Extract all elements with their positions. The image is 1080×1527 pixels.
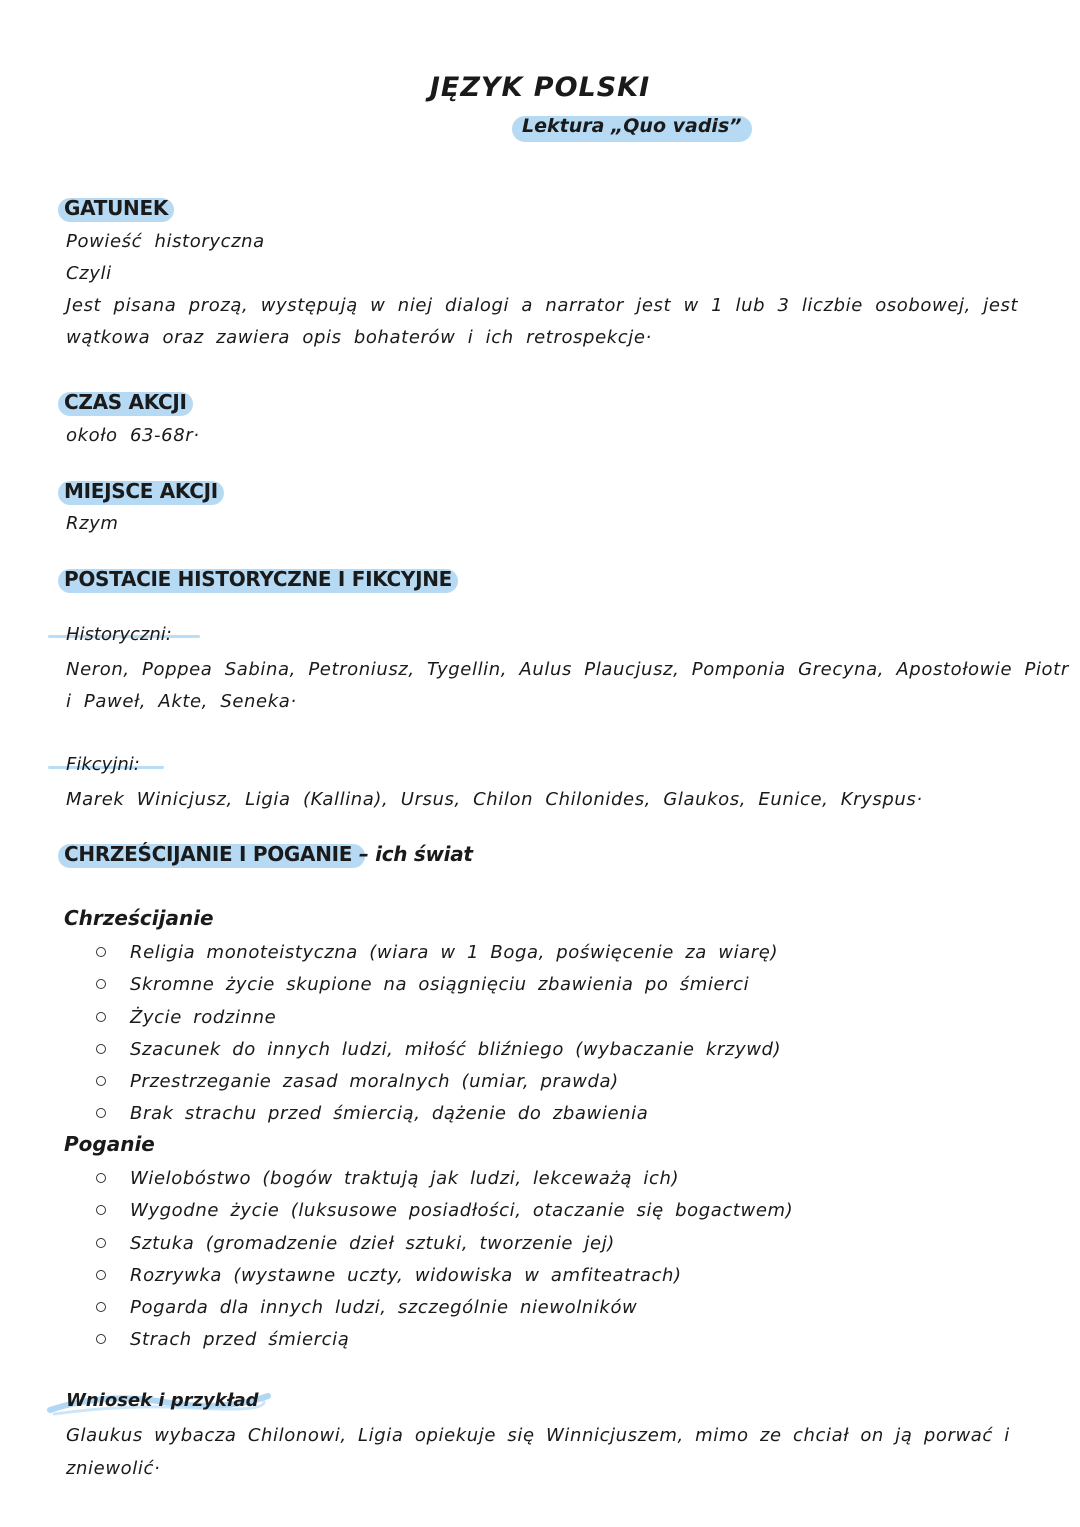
subtitle: Lektura „Quo vadis” xyxy=(522,115,742,137)
list-item: Przestrzeganie zasad moralnych (umiar, prawda) xyxy=(96,1066,781,1098)
genre-line-4: wątkowa oraz zawiera opis bohaterów i ich retrospekcje· xyxy=(66,327,652,348)
place-heading: MIEJSCE AKCJI xyxy=(64,479,218,503)
worlds-heading-suffix: – ich świat xyxy=(358,842,473,866)
christians-label: Chrześcijanie xyxy=(64,906,214,930)
bullet-circle-icon xyxy=(96,1334,106,1344)
fictional-label: Fikcyjni: xyxy=(66,754,140,775)
historical-line-1: Neron, Poppea Sabina, Petroniusz, Tygellin, Aulus Plaucjusz, Pomponia Grecyna, Apostołowie Piotr xyxy=(66,659,1069,680)
genre-line-1: Powieść historyczna xyxy=(66,231,265,252)
bullet-circle-icon xyxy=(96,979,106,989)
genre-line-3: Jest pisana prozą, występują w niej dialogi a narrator jest w 1 lub 3 liczbie osobowej, jest xyxy=(66,295,1019,316)
page-title: JĘZYK POLSKI xyxy=(429,72,651,103)
list-item: Wielobóstwo (bogów traktują jak ludzi, lekceważą ich) xyxy=(96,1163,793,1195)
genre-line-2: Czyli xyxy=(66,263,112,284)
list-item: Pogarda dla innych ludzi, szczególnie niewolników xyxy=(96,1292,793,1324)
characters-heading: POSTACIE HISTORYCZNE I FIKCYJNE xyxy=(64,567,452,591)
conclusion-label: Wniosek i przykład xyxy=(66,1390,259,1411)
list-item: Brak strachu przed śmiercią, dążenie do zbawienia xyxy=(96,1098,781,1130)
list-item: Sztuka (gromadzenie dzieł sztuki, tworzenie jej) xyxy=(96,1228,793,1260)
place-value: Rzym xyxy=(66,513,119,534)
pagans-label: Poganie xyxy=(64,1132,155,1156)
list-item: Religia monoteistyczna (wiara w 1 Boga, poświęcenie za wiarę) xyxy=(96,937,781,969)
list-item: Skromne życie skupione na osiągnięciu zbawienia po śmierci xyxy=(96,969,781,1001)
pagans-list xyxy=(96,1163,793,1357)
bullet-circle-icon xyxy=(96,1205,106,1215)
bullet-circle-icon xyxy=(96,1076,106,1086)
bullet-circle-icon xyxy=(96,1270,106,1280)
list-item: Szacunek do innych ludzi, miłość bliźniego (wybaczanie krzywd) xyxy=(96,1034,781,1066)
fictional-line: Marek Winicjusz, Ligia (Kallina), Ursus, Chilon Chilonides, Glaukos, Eunice, Kryspus· xyxy=(66,789,923,810)
subtitle-block xyxy=(512,112,752,140)
bullet-circle-icon xyxy=(96,1108,106,1118)
conclusion-text: Glaukus wybacza Chilonowi, Ligia opiekuje się Winnicjuszem, mimo ze chciał on ją porwać i zniewolić· xyxy=(66,1425,1010,1479)
bullet-circle-icon xyxy=(96,947,106,957)
bullet-circle-icon xyxy=(96,1302,106,1312)
bullet-circle-icon xyxy=(96,1173,106,1183)
bullet-circle-icon xyxy=(96,1012,106,1022)
list-item: Wygodne życie (luksusowe posiadłości, otaczanie się bogactwem) xyxy=(96,1195,793,1227)
time-value: około 63-68r· xyxy=(66,425,200,446)
list-item: Strach przed śmiercią xyxy=(96,1324,793,1356)
christians-list xyxy=(96,937,781,1131)
bullet-circle-icon xyxy=(96,1044,106,1054)
historical-line-2: i Paweł, Akte, Seneka· xyxy=(66,691,297,712)
bullet-circle-icon xyxy=(96,1238,106,1248)
worlds-heading: CHRZEŚCIJANIE I POGANIE – ich świat xyxy=(64,842,473,866)
time-heading: CZAS AKCJI xyxy=(64,390,187,414)
historical-label: Historyczni: xyxy=(66,624,172,645)
list-item: Życie rodzinne xyxy=(96,1002,781,1034)
list-item: Rozrywka (wystawne uczty, widowiska w amfiteatrach) xyxy=(96,1260,793,1292)
genre-heading: GATUNEK xyxy=(64,196,168,220)
